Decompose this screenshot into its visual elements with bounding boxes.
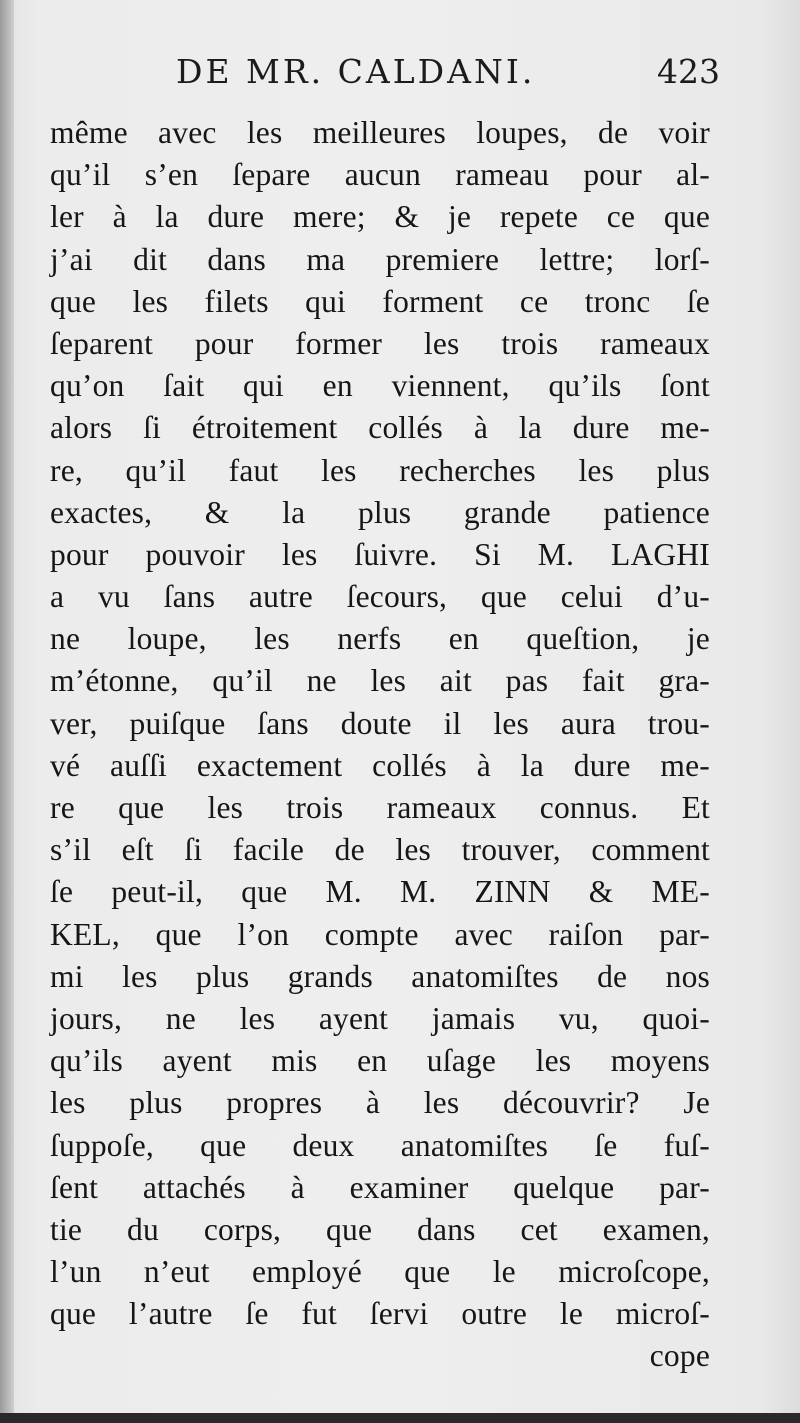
body-text — [50, 112, 710, 1378]
text-line: que les filets qui forment ce tronc ſe — [50, 283, 710, 319]
page-bottom-edge — [0, 1413, 800, 1423]
text-line: ler à la dure mere; & je repete ce que — [50, 199, 710, 235]
text-line: les plus propres à les découvrir? Je — [50, 1085, 710, 1121]
catchword: cope — [649, 1338, 710, 1374]
text-line: que l’autre ſe fut ſervi outre le microſ- — [50, 1296, 710, 1332]
text-line: tie du corps, que dans cet examen, — [50, 1211, 710, 1247]
text-line: jours, ne les ayent jamais vu, quoi- — [50, 1000, 710, 1036]
text-line: qu’on ſait qui en viennent, qu’ils ſont — [50, 368, 710, 404]
page-number: 423 — [657, 52, 720, 91]
text-line: re, qu’il faut les recherches les plus — [50, 452, 710, 488]
text-line: exactes, & la plus grande patience — [50, 494, 710, 530]
running-title: DE MR. CALDANI. — [176, 52, 536, 91]
text-line: m’étonne, qu’il ne les ait pas fait gra- — [50, 663, 710, 699]
text-line: l’un n’eut employé que le microſcope, — [50, 1254, 710, 1290]
text-line: ſeparent pour former les trois rameaux — [50, 325, 710, 361]
text-line: qu’il s’en ſepare aucun rameau pour al- — [50, 157, 710, 193]
text-line: pour pouvoir les ſuivre. Si M. LAGHI — [50, 536, 710, 572]
text-line: re que les trois rameaux connus. Et — [50, 790, 710, 825]
text-line: ver, puiſque ſans doute il les aura trou- — [50, 705, 710, 741]
text-line: j’ai dit dans ma premiere lettre; lorſ- — [50, 241, 710, 277]
text-line: a vu ſans autre ſecours, que celui d’u- — [50, 579, 710, 615]
text-line: même avec les meilleures loupes, de voir — [50, 115, 710, 150]
text-line: s’il eſt ſi facile de les trouver, comment — [50, 832, 710, 868]
text-line: ſe peut-il, que M. M. ZINN & ME- — [50, 874, 710, 910]
page-gutter — [0, 0, 14, 1423]
text-line: alors ſi étroitement collés à la dure me- — [50, 410, 710, 446]
text-line: ſuppoſe, que deux anatomiſtes ſe fuſ- — [50, 1127, 710, 1163]
text-line: KEL, que l’on compte avec raiſon par- — [50, 916, 710, 952]
text-line: qu’ils ayent mis en uſage les moyens — [50, 1043, 710, 1079]
text-line: vé auſſi exactement collés à la dure me- — [50, 747, 710, 783]
text-line: ſent attachés à examiner quelque par- — [50, 1169, 710, 1205]
page-header — [40, 52, 720, 102]
text-line: mi les plus grands anatomiſtes de nos — [50, 958, 710, 994]
text-line: ne loupe, les nerfs en queſtion, je — [50, 621, 710, 657]
